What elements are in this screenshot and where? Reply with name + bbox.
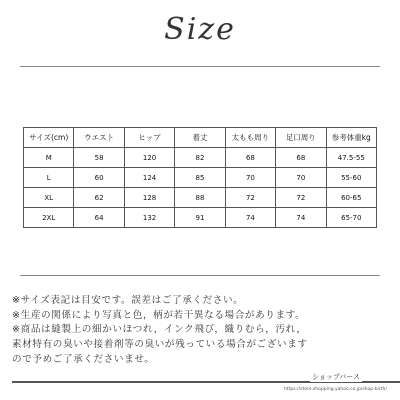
header-waist: ウエスト <box>74 128 124 148</box>
table-row <box>24 208 377 228</box>
shop-url[interactable]: https://store.shopping.yahoo.co.jp/shop-birth/ <box>284 387 387 392</box>
table-cell: 120 <box>124 148 174 168</box>
table-cell: 58 <box>74 148 124 168</box>
header-length: 着丈 <box>175 128 225 148</box>
header-hip: ヒップ <box>124 128 174 148</box>
top-divider <box>20 66 380 67</box>
note-line: ので予めご了承くださいませ。 <box>12 353 155 365</box>
table-cell: XL <box>24 188 74 208</box>
table-cell: 60-65 <box>326 188 376 208</box>
shop-name: ショップバース <box>312 373 360 381</box>
table-cell: L <box>24 168 74 188</box>
page-title: Size <box>164 12 236 47</box>
note-line: ※商品は縫製上の細かいほつれ，インク飛び，織りむら，汚れ， <box>12 324 307 336</box>
table-row <box>24 148 377 168</box>
table-cell: 68 <box>225 148 275 168</box>
table-cell: 2XL <box>24 208 74 228</box>
header-size: サイズ(cm) <box>24 128 74 148</box>
table-cell: 47.5-55 <box>326 148 376 168</box>
note-line: ※生産の関係により写真と色，柄が若干異なる場合があります。 <box>12 309 306 321</box>
table-row <box>24 188 377 208</box>
table-cell: 82 <box>175 148 225 168</box>
table-cell: 88 <box>175 188 225 208</box>
table-cell: 85 <box>175 168 225 188</box>
size-table <box>23 127 377 228</box>
table-cell: 74 <box>276 208 326 228</box>
table-cell: 74 <box>225 208 275 228</box>
notes-divider <box>20 275 380 276</box>
table-cell: 72 <box>276 188 326 208</box>
table-cell: 124 <box>124 168 174 188</box>
table-cell: 62 <box>74 188 124 208</box>
table-row <box>24 168 377 188</box>
header-hem: 足口周り <box>276 128 326 148</box>
note-line: ※サイズ表記は目安です。誤差はご了承ください。 <box>12 295 244 306</box>
table-cell: 65-70 <box>326 208 376 228</box>
table-cell: 128 <box>124 188 174 208</box>
header-weight: 参考体重kg <box>326 128 376 148</box>
table-cell: 70 <box>225 168 275 188</box>
table-cell: 68 <box>276 148 326 168</box>
table-cell: 72 <box>225 188 275 208</box>
header-thigh: 太もも周り <box>225 128 275 148</box>
table-cell: M <box>24 148 74 168</box>
notes-block <box>12 294 392 368</box>
note-line: 素材特有の臭いや接着剤等の臭いが残っている場合がございます <box>12 339 308 351</box>
table-cell: 91 <box>175 208 225 228</box>
table-cell: 132 <box>124 208 174 228</box>
table-cell: 60 <box>74 168 124 188</box>
table-cell: 70 <box>276 168 326 188</box>
table-cell: 64 <box>74 208 124 228</box>
table-header-row <box>24 128 377 148</box>
table-cell: 55-60 <box>326 168 376 188</box>
